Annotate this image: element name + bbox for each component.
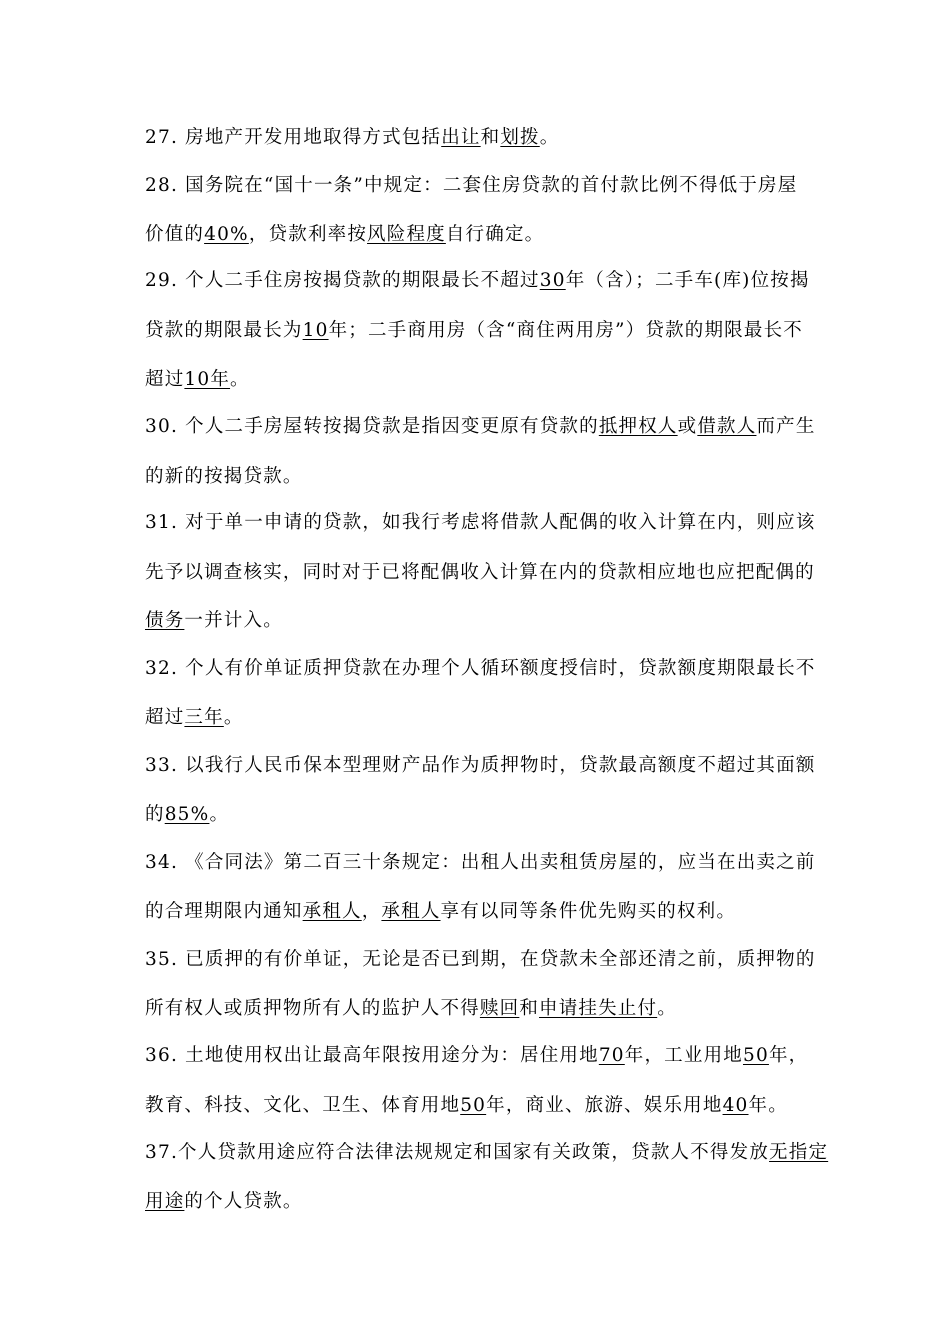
answer-blank: 出让 [441, 127, 481, 148]
item-35-line [145, 947, 816, 973]
item-33-line [145, 802, 229, 828]
item-37-line [145, 1140, 828, 1166]
text-segment: 年，工业用地 [624, 1045, 743, 1066]
answer-blank: 借款人 [697, 416, 757, 437]
answer-blank: 风险程度 [367, 224, 446, 245]
text-segment: 个人二手房屋转按揭贷款是指因变更原有贷款的 [185, 416, 599, 437]
item-number: 30. [145, 416, 179, 437]
item-number: 37. [145, 1142, 179, 1163]
text-segment: 和 [480, 127, 501, 148]
answer-blank: 40 [722, 1095, 749, 1116]
text-segment: 年，商业、旅游、娱乐用地 [486, 1095, 723, 1116]
text-segment: 而产生 [756, 416, 816, 437]
text-segment: 年， [768, 1045, 809, 1066]
answer-blank: 申请挂失止付 [539, 998, 658, 1019]
text-segment: 。 [209, 804, 230, 825]
text-segment: 《合同法》第二百三十条规定：出租人出卖租赁房屋的，应当在出卖之前 [185, 852, 816, 873]
text-segment: 年。 [748, 1095, 788, 1116]
text-segment: 对于单一申请的贷款，如我行考虑将借款人配偶的收入计算在内，则应该 [185, 512, 816, 533]
answer-blank: 承租人 [302, 901, 362, 922]
text-segment: 个人有价单证质押贷款在办理个人循环额度授信时，贷款额度期限最长不 [185, 658, 816, 679]
text-segment: 个人贷款用途应符合法律法规规定和国家有关政策，贷款人不得发放 [178, 1142, 770, 1163]
text-segment: 的新的按揭贷款。 [145, 466, 303, 487]
answer-blank: 50 [742, 1045, 769, 1066]
item-number: 29. [145, 270, 179, 291]
answer-blank: 三年 [184, 707, 224, 728]
answer-blank: 70 [598, 1045, 625, 1066]
item-number: 27. [145, 127, 179, 148]
text-segment: 。 [539, 127, 560, 148]
answer-blank: 10年 [184, 369, 231, 390]
item-36-line [145, 1093, 788, 1119]
text-segment: 国务院在“国十一条”中规定：二套住房贷款的首付款比例不得低于房屋 [185, 175, 798, 196]
item-28-line [145, 173, 797, 199]
item-31-line [145, 608, 283, 634]
text-segment: 的个人贷款。 [184, 1191, 303, 1212]
item-number: 31. [145, 512, 179, 533]
text-segment: 超过 [145, 707, 185, 728]
text-segment: 教育、科技、文化、卫生、体育用地 [145, 1095, 461, 1116]
item-31-line [145, 510, 816, 536]
text-segment: ， [361, 901, 382, 922]
text-segment: 已质押的有价单证，无论是否已到期，在贷款未全部还清之前，质押物的 [185, 949, 816, 970]
answer-blank: 50 [460, 1095, 487, 1116]
item-29-line [145, 367, 250, 393]
item-number: 28. [145, 175, 179, 196]
item-37-line [145, 1189, 303, 1215]
answer-blank: 85% [164, 804, 210, 825]
text-segment: 个人二手住房按揭贷款的期限最长不超过 [185, 270, 540, 291]
text-segment: 价值的 [145, 224, 205, 245]
item-31-line [145, 560, 815, 586]
item-number: 36. [145, 1045, 179, 1066]
text-segment: 所有权人或质押物所有人的监护人不得 [145, 998, 480, 1019]
text-segment: 。 [223, 707, 244, 728]
item-29-line [145, 268, 810, 294]
answer-blank: 无指定 [769, 1142, 829, 1163]
text-segment: 年；二手商用房（含“商住两用房”）贷款的期限最长不 [328, 320, 803, 341]
text-segment: 的 [145, 804, 165, 825]
item-30-line [145, 414, 816, 440]
text-segment: 和 [519, 998, 540, 1019]
text-segment: 年（含）；二手车(库)位按揭 [565, 270, 810, 291]
item-33-line [145, 753, 816, 779]
answer-blank: 抵押权人 [598, 416, 678, 437]
text-segment: 一并计入。 [184, 610, 283, 631]
item-number: 35. [145, 949, 179, 970]
item-30-line [145, 464, 303, 490]
answer-blank: 债务 [145, 610, 185, 631]
text-segment: 或 [677, 416, 698, 437]
answer-blank: 用途 [145, 1191, 185, 1212]
text-segment: 享有以同等条件优先购买的权利。 [440, 901, 737, 922]
answer-blank: 10 [302, 320, 329, 341]
text-segment: ，贷款利率按 [248, 224, 368, 245]
answer-blank: 承租人 [381, 901, 441, 922]
text-segment: 的合理期限内通知 [145, 901, 303, 922]
item-35-line [145, 996, 677, 1022]
item-27-line [145, 125, 559, 151]
text-segment: 土地使用权出让最高年限按用途分为：居住用地 [185, 1045, 599, 1066]
item-32-line [145, 656, 816, 682]
text-segment: 以我行人民币保本型理财产品作为质押物时，贷款最高额度不超过其面额 [185, 755, 816, 776]
text-segment: 。 [657, 998, 677, 1019]
item-34-line [145, 850, 816, 876]
item-28-line [145, 222, 544, 248]
item-number: 33. [145, 755, 179, 776]
item-number: 34. [145, 852, 179, 873]
text-segment: 先予以调查核实，同时对于已将配偶收入计算在内的贷款相应地也应把配偶的 [145, 562, 815, 583]
text-segment: 。 [230, 369, 250, 390]
answer-blank: 划拨 [500, 127, 540, 148]
item-29-line [145, 318, 803, 344]
answer-blank: 30 [539, 270, 566, 291]
item-34-line [145, 899, 736, 925]
item-36-line [145, 1043, 808, 1069]
item-32-line [145, 705, 244, 731]
text-segment: 自行确定。 [445, 224, 545, 245]
text-segment: 超过 [145, 369, 185, 390]
text-segment: 房地产开发用地取得方式包括 [185, 127, 442, 148]
answer-blank: 40% [204, 224, 249, 245]
item-number: 32. [145, 658, 179, 679]
text-segment: 贷款的期限最长为 [145, 320, 303, 341]
answer-blank: 赎回 [479, 998, 520, 1019]
